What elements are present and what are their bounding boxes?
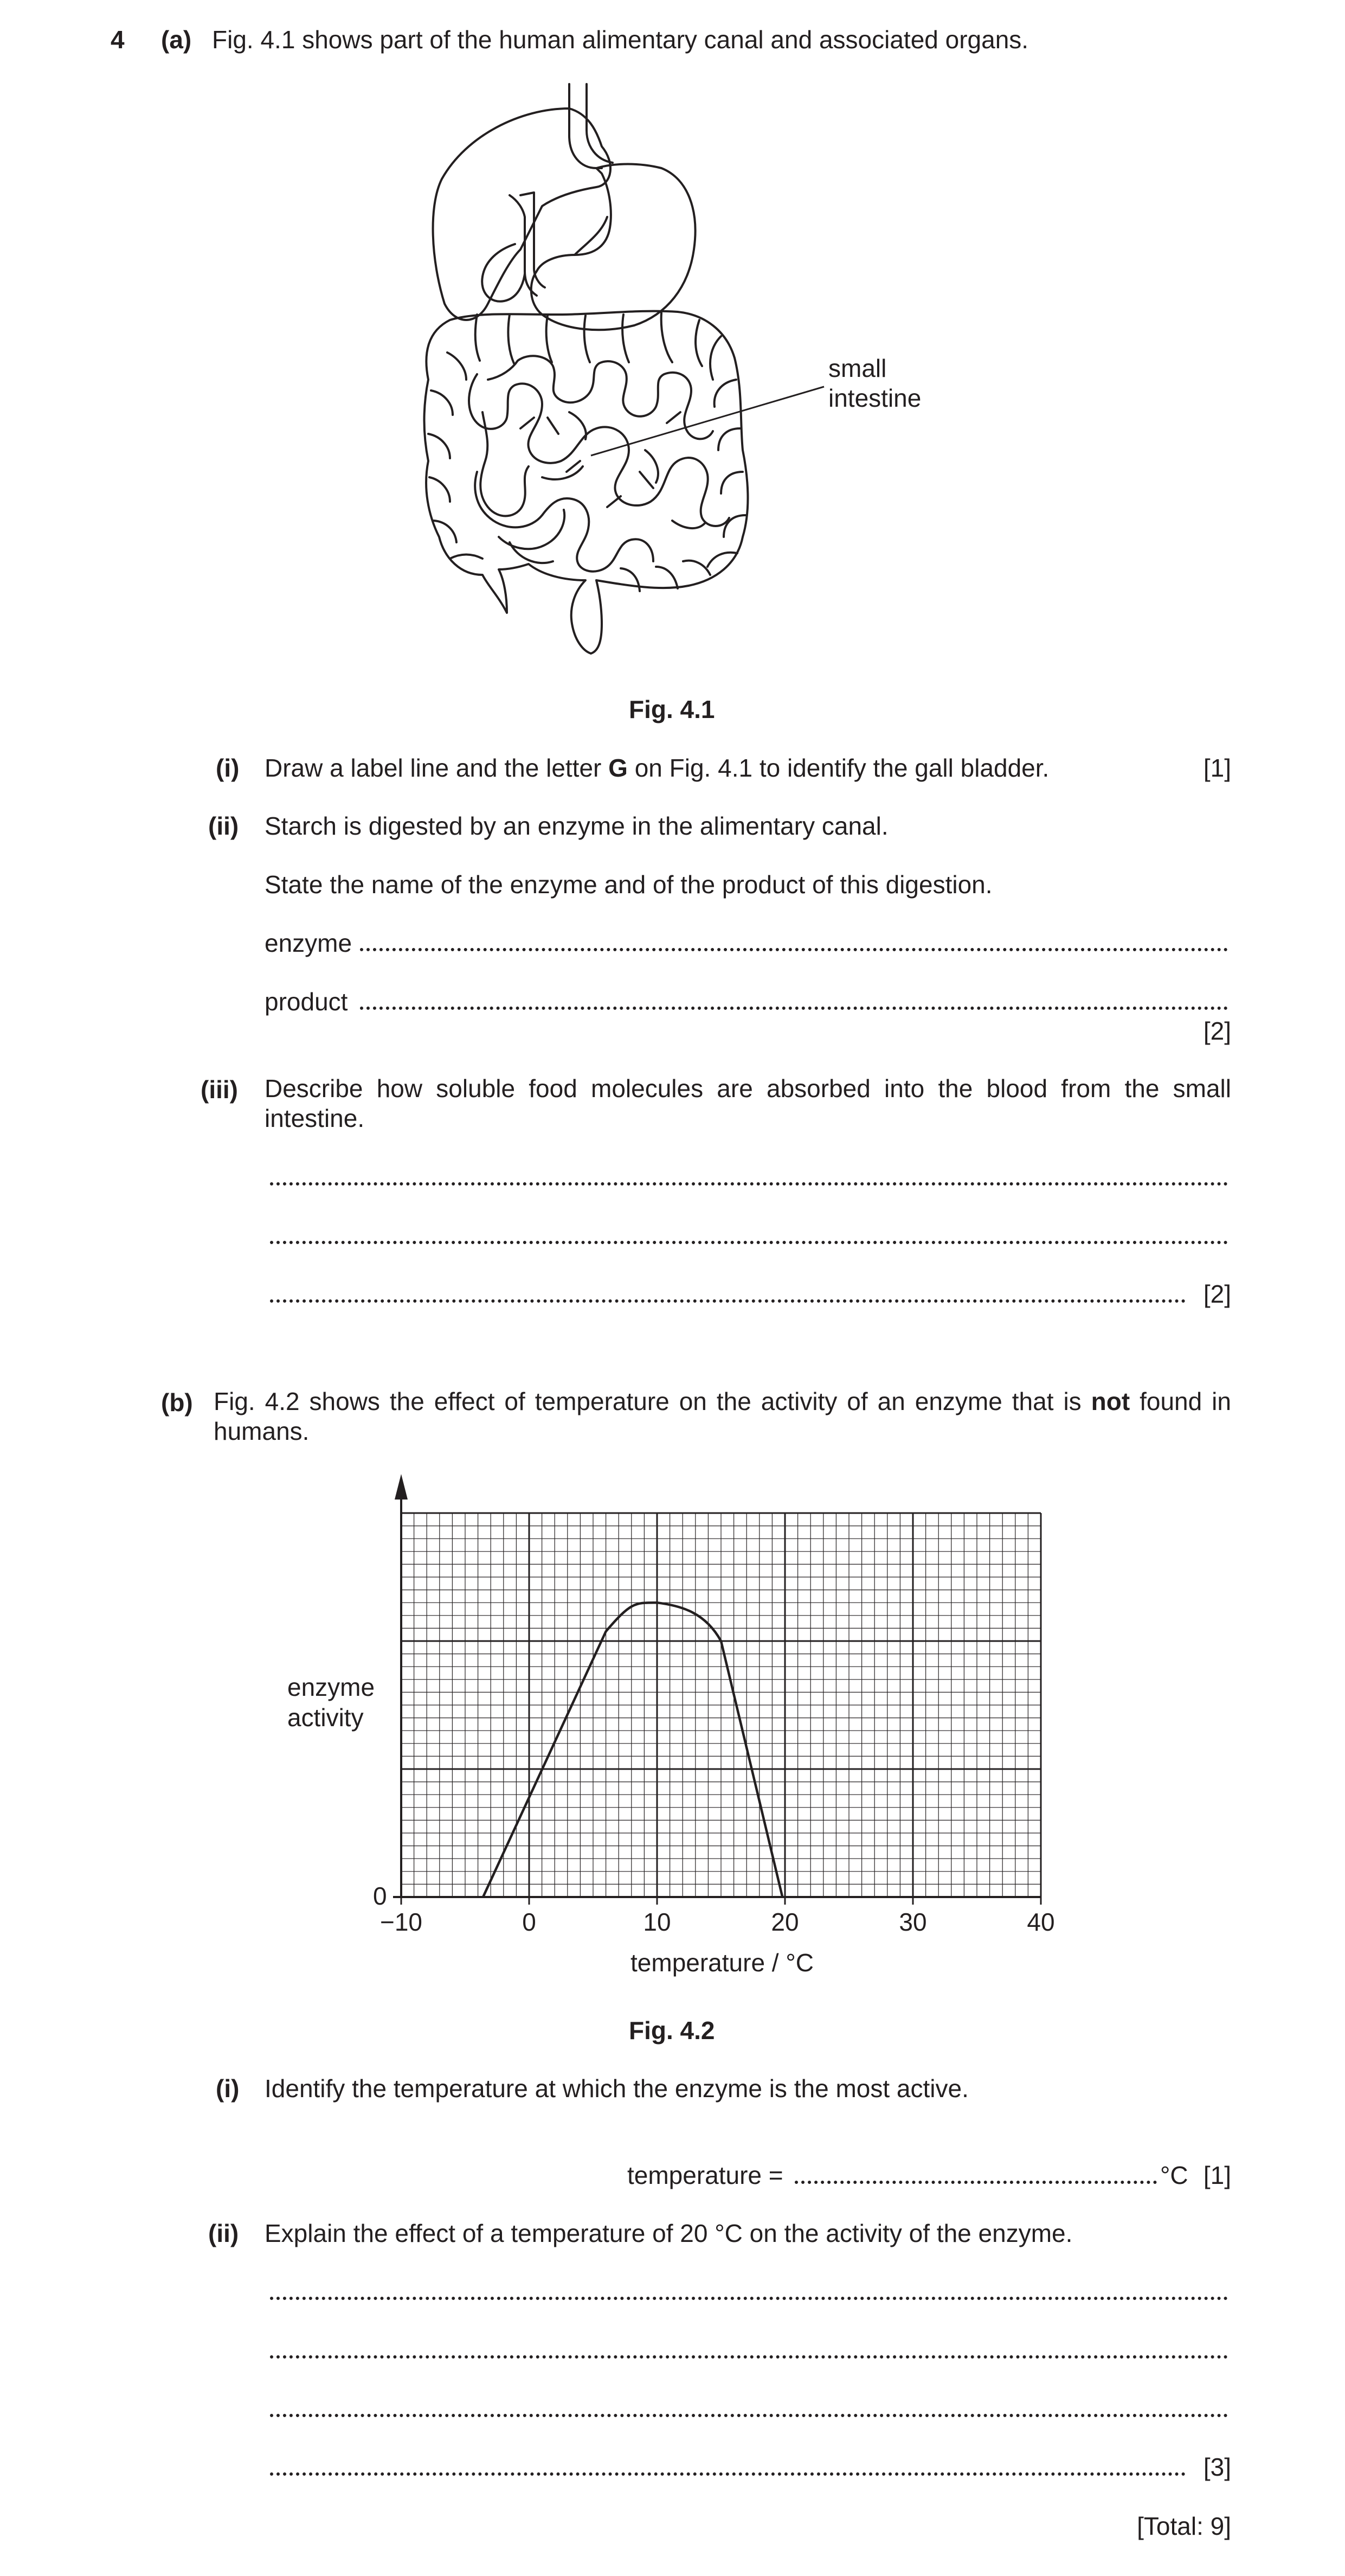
enzyme-activity-curve bbox=[483, 1603, 782, 1897]
small-intestine-leader-line bbox=[591, 387, 824, 456]
enzyme-activity-graph bbox=[271, 1459, 1084, 1979]
product-answer-line[interactable] bbox=[360, 1007, 1228, 1010]
fig41-label-small: small bbox=[828, 354, 887, 382]
b-ii-marks: [3] bbox=[1203, 2453, 1231, 2481]
b-ii-answer-line-3[interactable] bbox=[270, 2414, 1228, 2417]
a-ii-line1: Starch is digested by an enzyme in the alimentary canal. bbox=[265, 812, 889, 840]
y-axis-label-activity: activity bbox=[287, 1703, 364, 1732]
temperature-answer-line[interactable] bbox=[795, 2181, 1157, 2184]
x-tick-label: −10 bbox=[379, 1908, 423, 1936]
b-ii-answer-line-1[interactable] bbox=[270, 2297, 1228, 2300]
b-i-label: (i) bbox=[216, 2074, 240, 2103]
x-tick-label: 0 bbox=[522, 1908, 536, 1936]
y-axis-label-enzyme: enzyme bbox=[287, 1673, 375, 1701]
a-iii-text: Describe how soluble food molecules are absorbed into the blood from the small intestine. bbox=[265, 1074, 1231, 1133]
graph-grid-minor bbox=[401, 1513, 1041, 1897]
x-axis-label: temperature / °C bbox=[630, 1949, 814, 1977]
liver-outline bbox=[433, 108, 610, 320]
y-axis-arrowhead bbox=[395, 1474, 408, 1500]
y-axis bbox=[393, 1482, 1041, 1897]
stomach-outline bbox=[531, 164, 696, 330]
part-a-intro: Fig. 4.1 shows part of the human alimentary canal and associated organs. bbox=[212, 25, 1029, 54]
enzyme-answer-line[interactable] bbox=[360, 948, 1228, 951]
fig41-caption: Fig. 4.1 bbox=[629, 695, 715, 723]
fig42-caption: Fig. 4.2 bbox=[629, 2016, 715, 2045]
b-i-text: Identify the temperature at which the enzyme is the most active. bbox=[265, 2074, 969, 2103]
a-ii-label: (ii) bbox=[208, 812, 239, 840]
a-iii-answer-line-3[interactable] bbox=[270, 1299, 1186, 1303]
a-ii-marks: [2] bbox=[1203, 1017, 1231, 1045]
a-iii-answer-line-1[interactable] bbox=[270, 1182, 1228, 1186]
a-ii-line2: State the name of the enzyme and of the product of this digestion. bbox=[265, 870, 993, 899]
a-i-text: Draw a label line and the letter G on Fig. 4.1 to identify the gall bladder. bbox=[265, 754, 1050, 782]
product-label: product bbox=[265, 988, 348, 1016]
small-intestine-coils bbox=[469, 356, 729, 571]
b-ii-text: Explain the effect of a temperature of 20 °C on the activity of the enzyme. bbox=[265, 2219, 1073, 2247]
x-tick-label: 20 bbox=[771, 1908, 799, 1936]
b-ii-answer-line-4[interactable] bbox=[270, 2472, 1186, 2476]
a-iii-label: (iii) bbox=[201, 1075, 238, 1104]
part-a-label: (a) bbox=[161, 25, 192, 54]
part-b-label: (b) bbox=[161, 1388, 193, 1417]
a-i-marks: [1] bbox=[1203, 754, 1231, 782]
haustra-segments bbox=[428, 313, 745, 591]
question-number: 4 bbox=[111, 25, 125, 54]
x-tick-label: 40 bbox=[1027, 1908, 1055, 1936]
temperature-unit: °C bbox=[1160, 2161, 1188, 2189]
x-tick-label: 10 bbox=[643, 1908, 671, 1936]
b-ii-label: (ii) bbox=[208, 2219, 239, 2247]
x-tick-label: 30 bbox=[899, 1908, 927, 1936]
b-i-marks: [1] bbox=[1203, 2161, 1231, 2189]
a-iii-marks: [2] bbox=[1203, 1280, 1231, 1308]
enzyme-label: enzyme bbox=[265, 929, 352, 957]
y-tick-label-0: 0 bbox=[373, 1882, 387, 1910]
fig41-label-intestine: intestine bbox=[828, 384, 922, 412]
temperature-answer-label: temperature = bbox=[627, 2161, 783, 2189]
a-iii-answer-line-2[interactable] bbox=[270, 1241, 1228, 1244]
total-marks: [Total: 9] bbox=[1137, 2512, 1231, 2540]
part-b-intro: Fig. 4.2 shows the effect of temperature on the activity of an enzyme that is not found in humans. bbox=[214, 1387, 1231, 1446]
a-i-label: (i) bbox=[216, 754, 240, 782]
b-ii-answer-line-2[interactable] bbox=[270, 2355, 1228, 2359]
